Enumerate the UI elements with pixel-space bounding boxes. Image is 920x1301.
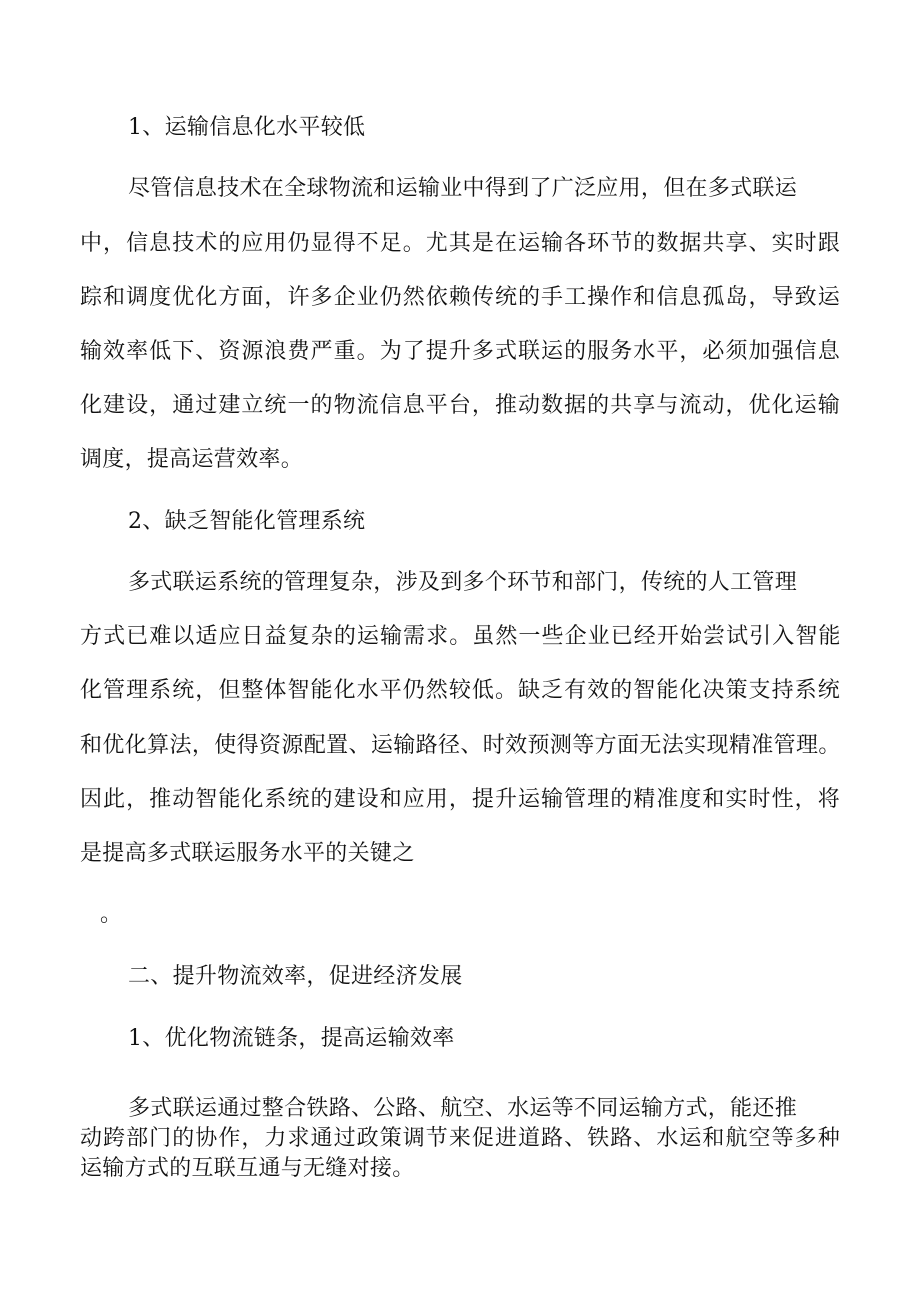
paragraph-line: 输效率低下、资源浪费严重。为了提升多式联运的服务水平，必须加强信息	[80, 339, 840, 364]
paragraph-line: 运输方式的互联互通与无缝对接。	[80, 1156, 415, 1181]
paragraph-line: 和优化算法，使得资源配置、运输路径、时效预测等方面无法实现精准管理。	[80, 733, 840, 758]
paragraph-line: 多式联运通过整合铁路、公路、航空、水运等不同运输方式，能还推	[128, 1096, 798, 1121]
paragraph-line: 多式联运系统的管理复杂，涉及到多个环节和部门，传统的人工管理	[128, 570, 798, 595]
section-heading-2: 2、缺乏智能化管理系统	[128, 509, 366, 534]
paragraph-line: 化管理系统，但整体智能化水平仍然较低。缺乏有效的智能化决策支持系统	[80, 678, 840, 703]
paragraph-line: 尽管信息技术在全球物流和运输业中得到了广泛应用，但在多式联运	[128, 176, 798, 201]
paragraph-line: 是提高多式联运服务水平的关键之	[80, 841, 415, 866]
paragraph-line: 踪和调度优化方面，许多企业仍然依赖传统的手工操作和信息孤岛，导致运	[80, 285, 840, 310]
paragraph-line: 方式已难以适应日益复杂的运输需求。虽然一些企业已经开始尝试引入智能	[80, 624, 840, 649]
paragraph-line: 因此，推动智能化系统的建设和应用，提升运输管理的精准度和实时性，将	[80, 787, 840, 812]
paragraph-line: 化建设，通过建立统一的物流信息平台，推动数据的共享与流动，优化运输	[80, 393, 840, 418]
section-heading-1: 1、运输信息化水平较低	[128, 115, 366, 140]
section-heading-3: 二、提升物流效率，促进经济发展	[128, 964, 463, 989]
paragraph-line: 调度，提高运营效率。	[80, 447, 304, 472]
paragraph-line: 动跨部门的协作，力求通过政策调节来促进道路、铁路、水运和航空等多种	[80, 1126, 840, 1151]
paragraph-line: 中，信息技术的应用仍显得不足。尤其是在运输各环节的数据共享、实时跟	[80, 231, 840, 256]
paragraph-line: 。	[100, 902, 123, 927]
section-heading-4: 1、优化物流链条，提高运输效率	[128, 1026, 455, 1051]
